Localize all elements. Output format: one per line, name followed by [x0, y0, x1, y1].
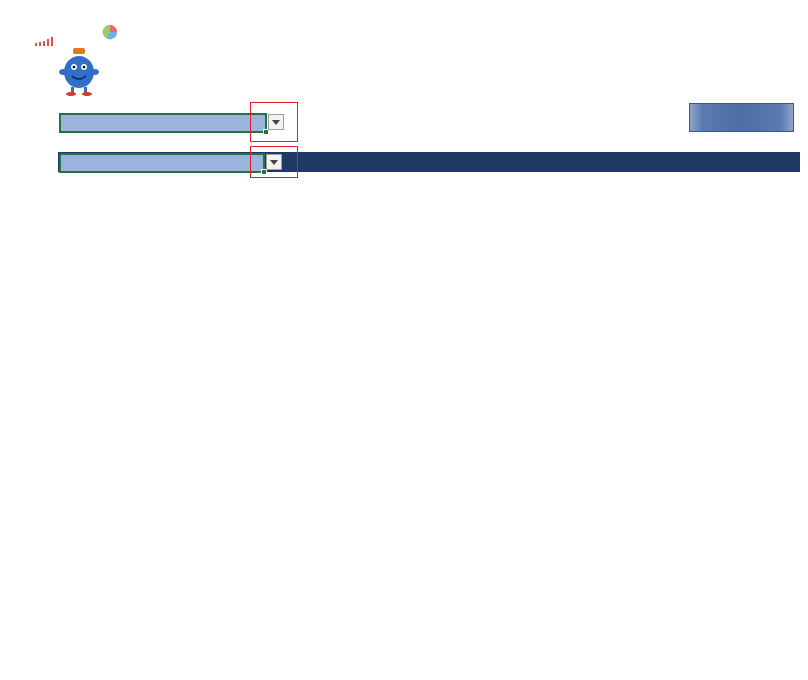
mascot-icon — [56, 48, 102, 96]
pie-chart-icon — [102, 24, 118, 40]
region-combobox[interactable] — [59, 153, 265, 173]
run-button[interactable] — [689, 103, 794, 132]
region-highlight-box — [250, 146, 298, 178]
scenario-highlight-box — [250, 102, 298, 142]
scenario-combobox[interactable] — [59, 113, 267, 133]
logo — [30, 2, 130, 97]
bar-chart-icon — [35, 36, 57, 46]
